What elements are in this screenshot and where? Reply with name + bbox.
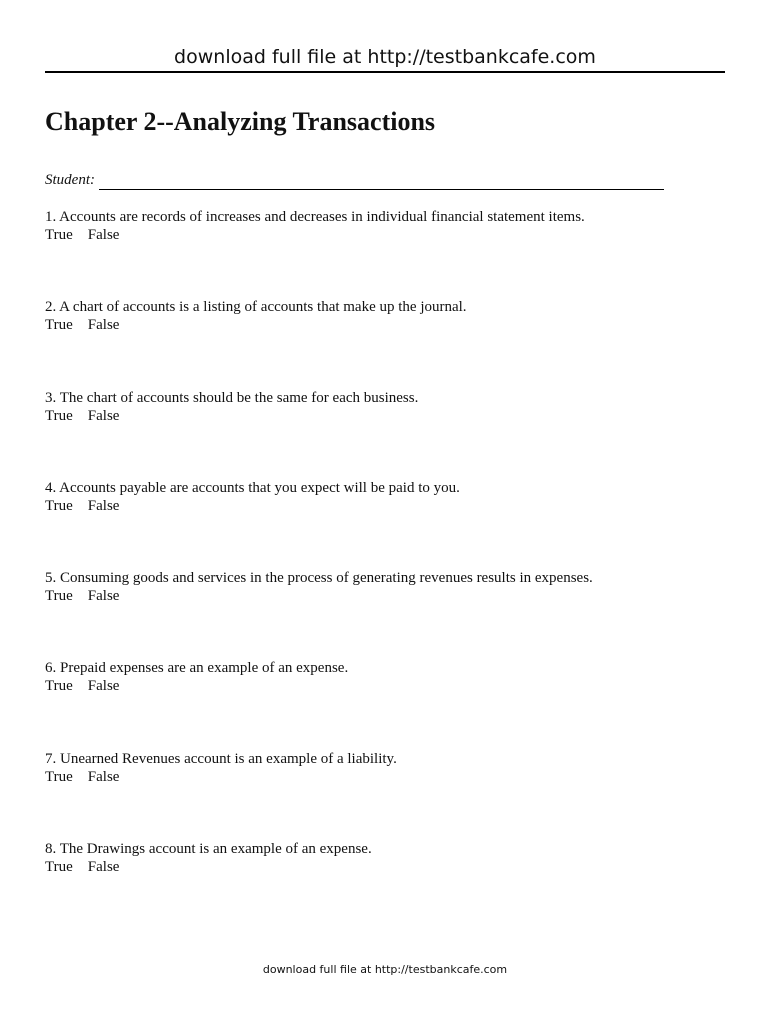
question-text: 1. Accounts are records of increases and decreases in individual financial statement items. bbox=[45, 209, 585, 225]
answer-options bbox=[45, 497, 725, 515]
question-text: 8. The Drawings account is an example of an expense. bbox=[45, 841, 372, 858]
page-header bbox=[45, 44, 725, 73]
student-name-line bbox=[99, 174, 664, 190]
question-text: 4. Accounts payable are accounts that you expect will be paid to you. bbox=[45, 479, 460, 496]
question-item bbox=[45, 207, 725, 297]
option-true[interactable]: True bbox=[45, 497, 73, 514]
option-true[interactable]: True bbox=[45, 407, 73, 424]
option-true[interactable]: True bbox=[45, 768, 73, 785]
question-text: 2. A chart of accounts is a listing of accounts that make up the journal. bbox=[45, 299, 467, 316]
answer-options bbox=[45, 768, 725, 786]
question-item bbox=[45, 568, 725, 658]
option-true[interactable]: True bbox=[45, 227, 73, 243]
option-false[interactable]: False bbox=[87, 407, 120, 424]
question-item bbox=[45, 388, 725, 478]
option-true[interactable]: True bbox=[45, 678, 73, 695]
question-item bbox=[45, 297, 725, 387]
option-false[interactable]: False bbox=[87, 497, 120, 514]
option-false[interactable]: False bbox=[87, 588, 120, 605]
page-footer bbox=[0, 962, 770, 978]
option-false[interactable]: False bbox=[87, 859, 120, 876]
student-field bbox=[45, 170, 664, 190]
question-item bbox=[45, 658, 725, 748]
header-download-link[interactable]: download full file at http://testbankcafe.com bbox=[174, 46, 596, 68]
answer-options bbox=[45, 858, 725, 876]
answer-options bbox=[45, 677, 725, 695]
question-text: 7. Unearned Revenues account is an example of a liability. bbox=[45, 750, 397, 767]
question-text: 3. The chart of accounts should be the same for each business. bbox=[45, 389, 419, 406]
option-false[interactable]: False bbox=[87, 768, 120, 785]
question-text: 5. Consuming goods and services in the process of generating revenues results in expenses. bbox=[45, 570, 593, 587]
option-true[interactable]: True bbox=[45, 317, 73, 334]
student-label: Student: bbox=[45, 172, 95, 188]
option-false[interactable]: False bbox=[87, 227, 120, 243]
question-item bbox=[45, 749, 725, 839]
page-title: Chapter 2--Analyzing Transactions bbox=[45, 107, 436, 136]
answer-options bbox=[45, 407, 725, 425]
question-text: 6. Prepaid expenses are an example of an expense. bbox=[45, 660, 349, 677]
option-true[interactable]: True bbox=[45, 859, 73, 876]
option-true[interactable]: True bbox=[45, 588, 73, 605]
question-item bbox=[45, 478, 725, 568]
question-item bbox=[45, 839, 725, 929]
answer-options bbox=[45, 316, 725, 334]
option-false[interactable]: False bbox=[87, 678, 120, 695]
answer-options bbox=[45, 226, 725, 244]
option-false[interactable]: False bbox=[87, 317, 120, 334]
question-list bbox=[45, 207, 725, 929]
footer-download-link[interactable]: download full file at http://testbankcafe.com bbox=[262, 963, 508, 976]
answer-options bbox=[45, 587, 725, 605]
